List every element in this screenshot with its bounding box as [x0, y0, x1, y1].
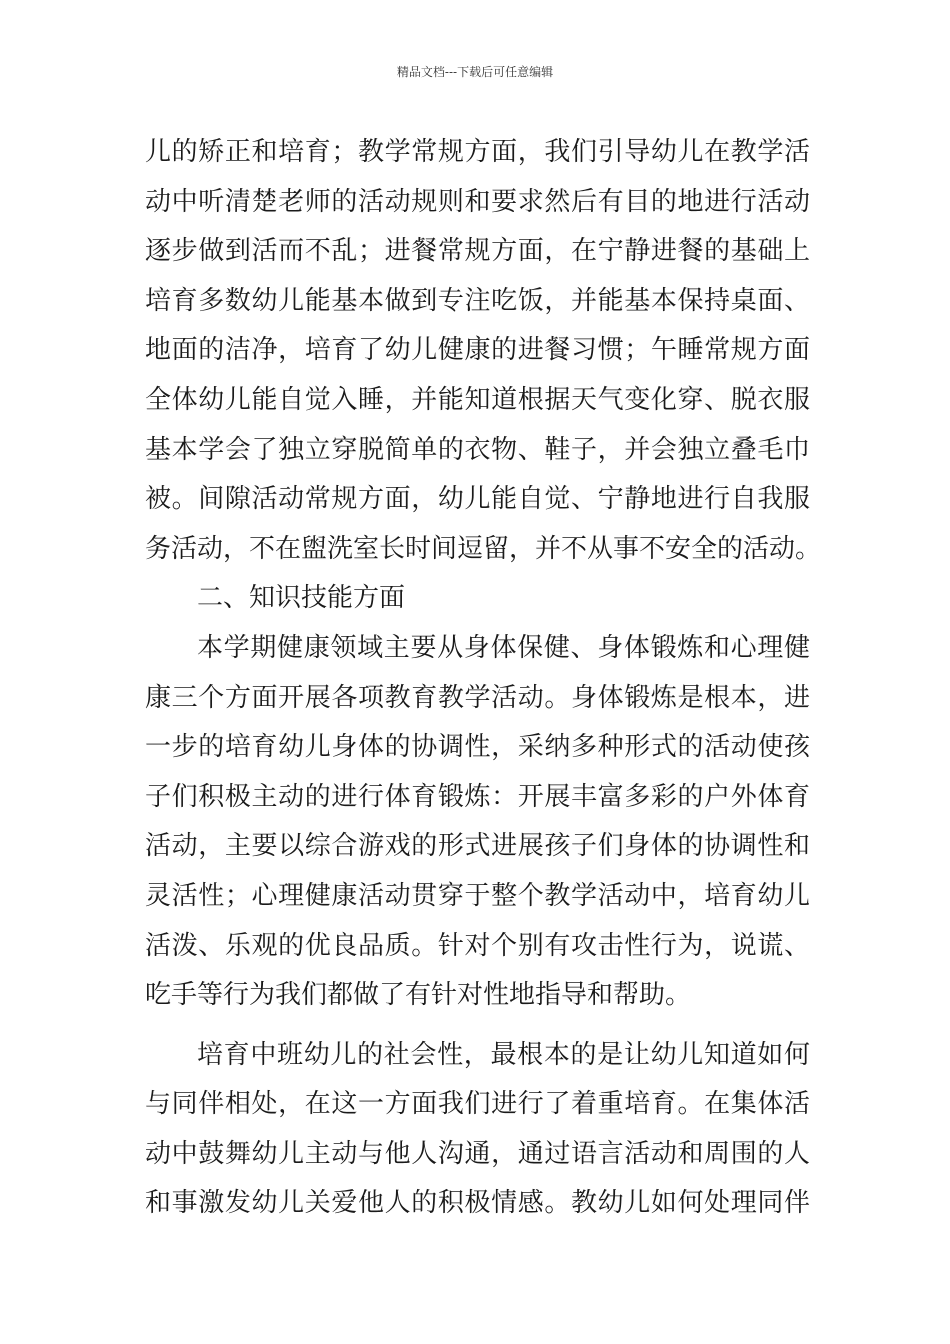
- text-line: 培育多数幼儿能基本做到专注吃饭，并能基本保持桌面、: [145, 285, 810, 316]
- text-line: 地面的洁净，培育了幼儿健康的进餐习惯；午睡常规方面: [145, 335, 810, 366]
- page-header: 精品文档---下载后可任意编辑: [396, 65, 554, 79]
- text-line: 儿的矫正和培育；教学常规方面，我们引导幼儿在教学活: [145, 137, 810, 167]
- paragraph-spacer: [145, 1021, 810, 1031]
- text-line: 全体幼儿能自觉入睡，并能知道根据天气变化穿、脱衣服: [145, 384, 810, 415]
- section-heading: [145, 574, 810, 624]
- text-line: 基本学会了独立穿脱简单的衣物、鞋子，并会独立叠毛巾: [145, 434, 810, 465]
- text-line: 动中鼓舞幼儿主动与他人沟通，通过语言活动和周围的人: [145, 1138, 810, 1169]
- text-line: 子们积极主动的进行体育锻炼：开展丰富多彩的户外体育: [145, 781, 810, 812]
- text-line: 培育中班幼儿的社会性，最根本的是让幼儿知道如何: [197, 1039, 810, 1070]
- text-line: 动中听清楚老师的活动规则和要求然后有目的地进行活动: [145, 186, 810, 217]
- text-line: 被。间隙活动常规方面，幼儿能自觉、宁静地进行自我服: [145, 484, 810, 515]
- text-line: 活动，主要以综合游戏的形式进展孩子们身体的协调性和: [145, 831, 810, 862]
- text-line: 吃手等行为我们都做了有针对性地指导和帮助。: [145, 980, 692, 1011]
- paragraph: [145, 1031, 810, 1229]
- text-line: 和事激发幼儿关爱他人的积极情感。教幼儿如何处理同伴: [145, 1188, 810, 1219]
- text-line: 与同伴相处，在这一方面我们进行了着重培育。在集体活: [145, 1089, 810, 1120]
- document-body: [145, 128, 822, 1229]
- text-line: 务活动，不在盥洗室长时间逗留，并不从事不安全的活动。: [145, 533, 822, 564]
- paragraph: [145, 128, 822, 574]
- text-line: 本学期健康领域主要从身体保健、身体锻炼和心理健: [197, 632, 810, 663]
- paragraph: [145, 624, 810, 1021]
- text-line: 灵活性；心理健康活动贯穿于整个教学活动中，培育幼儿: [145, 880, 810, 911]
- text-line: 一步的培育幼儿身体的协调性，采纳多种形式的活动使孩: [145, 732, 810, 763]
- heading-text: 二、知识技能方面: [197, 583, 406, 614]
- text-line: 逐步做到活而不乱；进餐常规方面，在宁静进餐的基础上: [145, 236, 810, 267]
- text-line: 康三个方面开展各项教育教学活动。身体锻炼是根本，进: [145, 682, 810, 713]
- text-line: 活泼、乐观的优良品质。针对个别有攻击性行为，说谎、: [145, 930, 810, 961]
